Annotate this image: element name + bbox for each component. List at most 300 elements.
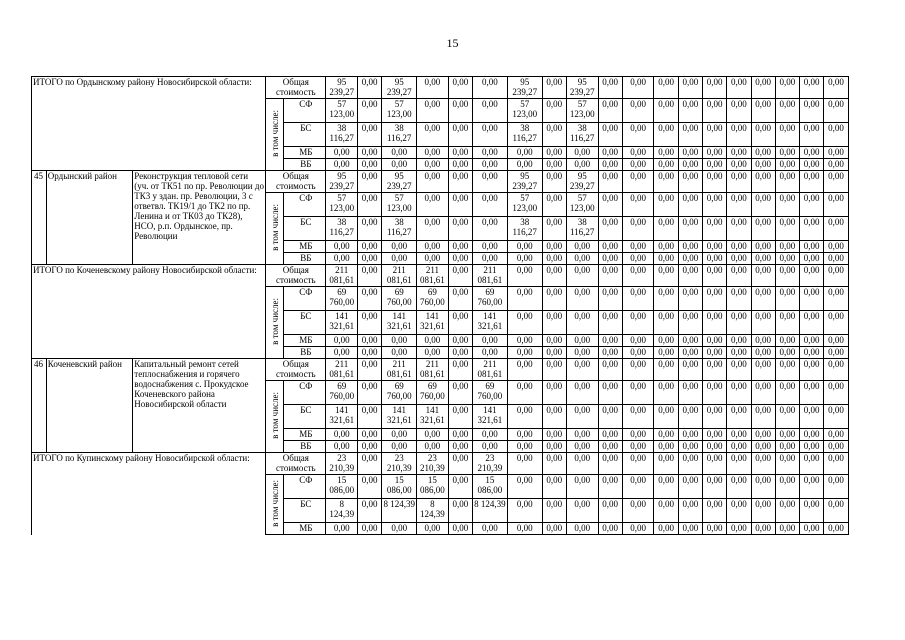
value-cell: 0,00 bbox=[507, 347, 542, 359]
value-cell: 0,00 bbox=[358, 405, 382, 429]
value-cell: 0,00 bbox=[800, 381, 824, 405]
value-cell: 0,00 bbox=[702, 287, 726, 311]
value-cell: 0,00 bbox=[542, 335, 566, 347]
value-cell: 0,00 bbox=[775, 123, 799, 147]
value-cell: 0,00 bbox=[566, 287, 598, 311]
value-cell: 0,00 bbox=[702, 347, 726, 359]
value-cell: 0,00 bbox=[824, 335, 848, 347]
value-cell: 0,00 bbox=[326, 429, 358, 441]
value-cell: 0,00 bbox=[678, 359, 702, 381]
value-cell: 0,00 bbox=[448, 499, 472, 523]
page-number: 15 bbox=[446, 36, 459, 50]
value-cell: 0,00 bbox=[473, 429, 508, 441]
value-cell: 0,00 bbox=[727, 123, 751, 147]
value-cell: 0,00 bbox=[598, 265, 622, 287]
value-cell: 0,00 bbox=[678, 171, 702, 193]
value-cell: 0,00 bbox=[727, 241, 751, 253]
value-cell: 0,00 bbox=[678, 77, 702, 99]
value-cell: 0,00 bbox=[678, 523, 702, 535]
value-cell: 0,00 bbox=[417, 523, 449, 535]
value-cell: 0,00 bbox=[654, 193, 678, 217]
funding-source-code: БС bbox=[284, 405, 326, 429]
value-cell: 0,00 bbox=[654, 359, 678, 381]
value-cell: 0,00 bbox=[448, 217, 472, 241]
value-cell: 211 081,61 bbox=[382, 359, 417, 381]
including-text: в том числе: bbox=[269, 204, 280, 251]
value-cell: 0,00 bbox=[800, 441, 824, 453]
value-cell: 0,00 bbox=[382, 441, 417, 453]
value-cell: 0,00 bbox=[824, 429, 848, 441]
value-cell: 0,00 bbox=[507, 441, 542, 453]
value-cell: 0,00 bbox=[800, 405, 824, 429]
value-cell: 0,00 bbox=[751, 217, 775, 241]
value-cell: 0,00 bbox=[622, 77, 654, 99]
including-text: в том числе: bbox=[269, 110, 280, 157]
value-cell: 0,00 bbox=[417, 159, 449, 171]
value-cell: 0,00 bbox=[702, 441, 726, 453]
value-cell: 0,00 bbox=[800, 311, 824, 335]
value-cell: 0,00 bbox=[824, 523, 848, 535]
budget-table-container bbox=[31, 76, 873, 535]
value-cell: 0,00 bbox=[678, 265, 702, 287]
value-cell: 0,00 bbox=[824, 287, 848, 311]
value-cell: 0,00 bbox=[598, 523, 622, 535]
including-text: в том числе: bbox=[269, 298, 280, 345]
value-cell: 0,00 bbox=[622, 217, 654, 241]
value-cell: 0,00 bbox=[622, 405, 654, 429]
value-cell: 0,00 bbox=[702, 335, 726, 347]
item-description: Капитальный ремонт сетей теплоснабжения и горячего водоснабжения с. Прокудское Коченевского района Новосибирской области bbox=[133, 359, 266, 453]
value-cell: 0,00 bbox=[622, 499, 654, 523]
value-cell: 0,00 bbox=[678, 147, 702, 159]
value-cell: 0,00 bbox=[800, 347, 824, 359]
value-cell: 0,00 bbox=[622, 429, 654, 441]
value-cell: 0,00 bbox=[448, 475, 472, 499]
value-cell: 0,00 bbox=[417, 77, 449, 99]
value-cell: 0,00 bbox=[678, 287, 702, 311]
value-cell: 0,00 bbox=[824, 147, 848, 159]
value-cell: 0,00 bbox=[598, 287, 622, 311]
funding-source-label: Общая стоимость bbox=[266, 77, 326, 99]
value-cell: 0,00 bbox=[417, 253, 449, 265]
value-cell: 0,00 bbox=[448, 77, 472, 99]
value-cell: 141 321,61 bbox=[473, 311, 508, 335]
value-cell: 0,00 bbox=[448, 523, 472, 535]
value-cell: 141 321,61 bbox=[417, 311, 449, 335]
value-cell: 0,00 bbox=[702, 499, 726, 523]
value-cell: 0,00 bbox=[751, 359, 775, 381]
value-cell: 0,00 bbox=[566, 441, 598, 453]
value-cell: 0,00 bbox=[358, 193, 382, 217]
value-cell: 0,00 bbox=[382, 241, 417, 253]
value-cell: 0,00 bbox=[358, 453, 382, 475]
value-cell: 0,00 bbox=[654, 381, 678, 405]
value-cell: 0,00 bbox=[727, 159, 751, 171]
value-cell: 0,00 bbox=[507, 405, 542, 429]
value-cell: 0,00 bbox=[542, 311, 566, 335]
value-cell: 0,00 bbox=[507, 335, 542, 347]
value-cell: 0,00 bbox=[448, 241, 472, 253]
value-cell: 0,00 bbox=[358, 347, 382, 359]
value-cell: 0,00 bbox=[751, 159, 775, 171]
value-cell: 57 123,00 bbox=[326, 99, 358, 123]
value-cell: 211 081,61 bbox=[326, 359, 358, 381]
value-cell: 0,00 bbox=[358, 429, 382, 441]
including-text: в том числе: bbox=[269, 480, 280, 527]
value-cell: 0,00 bbox=[542, 241, 566, 253]
item-description: Реконструкция тепловой сети (уч. от ТК51 по пр. Революции до ТК3 у здан. пр. Революции, 3 с ответвл. ТК19/1 до ТК2 по пр. Ленина и от ТК03 до ТК28), НСО, р.п. Ордынское, пр. Революции bbox=[133, 171, 266, 265]
value-cell: 0,00 bbox=[417, 123, 449, 147]
value-cell: 0,00 bbox=[507, 287, 542, 311]
value-cell: 0,00 bbox=[358, 171, 382, 193]
value-cell: 0,00 bbox=[417, 441, 449, 453]
value-cell: 0,00 bbox=[678, 405, 702, 429]
value-cell: 0,00 bbox=[417, 347, 449, 359]
funding-source-code: СФ bbox=[284, 193, 326, 217]
value-cell: 0,00 bbox=[775, 99, 799, 123]
funding-source-code: БС bbox=[284, 123, 326, 147]
value-cell: 0,00 bbox=[727, 523, 751, 535]
value-cell: 0,00 bbox=[654, 99, 678, 123]
value-cell: 69 760,00 bbox=[417, 381, 449, 405]
value-cell: 0,00 bbox=[622, 381, 654, 405]
value-cell: 141 321,61 bbox=[417, 405, 449, 429]
including-vertical-label bbox=[266, 475, 284, 535]
value-cell: 0,00 bbox=[542, 253, 566, 265]
value-cell: 0,00 bbox=[751, 99, 775, 123]
value-cell: 0,00 bbox=[751, 523, 775, 535]
value-cell: 0,00 bbox=[751, 335, 775, 347]
value-cell: 38 116,27 bbox=[507, 123, 542, 147]
value-cell: 0,00 bbox=[775, 335, 799, 347]
value-cell: 0,00 bbox=[542, 405, 566, 429]
value-cell: 0,00 bbox=[702, 475, 726, 499]
value-cell: 0,00 bbox=[598, 147, 622, 159]
value-cell: 0,00 bbox=[751, 265, 775, 287]
value-cell: 0,00 bbox=[417, 217, 449, 241]
value-cell: 0,00 bbox=[751, 253, 775, 265]
value-cell: 69 760,00 bbox=[326, 287, 358, 311]
value-cell: 211 081,61 bbox=[473, 265, 508, 287]
item-number: 46 bbox=[32, 359, 47, 453]
value-cell: 69 760,00 bbox=[473, 287, 508, 311]
value-cell: 0,00 bbox=[448, 347, 472, 359]
value-cell: 0,00 bbox=[598, 159, 622, 171]
value-cell: 38 116,27 bbox=[382, 123, 417, 147]
value-cell: 0,00 bbox=[824, 405, 848, 429]
value-cell: 0,00 bbox=[678, 499, 702, 523]
value-cell: 0,00 bbox=[824, 359, 848, 381]
value-cell: 69 760,00 bbox=[417, 287, 449, 311]
value-cell: 0,00 bbox=[654, 77, 678, 99]
value-cell: 0,00 bbox=[775, 523, 799, 535]
value-cell: 0,00 bbox=[800, 523, 824, 535]
value-cell: 0,00 bbox=[542, 287, 566, 311]
value-cell: 0,00 bbox=[358, 265, 382, 287]
value-cell: 0,00 bbox=[507, 475, 542, 499]
value-cell: 0,00 bbox=[702, 77, 726, 99]
funding-source-code: МБ bbox=[284, 523, 326, 535]
value-cell: 0,00 bbox=[326, 523, 358, 535]
value-cell: 0,00 bbox=[751, 77, 775, 99]
value-cell: 0,00 bbox=[566, 405, 598, 429]
value-cell: 0,00 bbox=[727, 147, 751, 159]
value-cell: 0,00 bbox=[654, 253, 678, 265]
funding-source-label: Общая стоимость bbox=[266, 453, 326, 475]
value-cell: 0,00 bbox=[622, 475, 654, 499]
funding-source-code: БС bbox=[284, 499, 326, 523]
value-cell: 0,00 bbox=[654, 287, 678, 311]
value-cell: 38 116,27 bbox=[566, 123, 598, 147]
value-cell: 0,00 bbox=[507, 253, 542, 265]
value-cell: 0,00 bbox=[775, 441, 799, 453]
value-cell: 0,00 bbox=[702, 171, 726, 193]
value-cell: 0,00 bbox=[751, 347, 775, 359]
value-cell: 0,00 bbox=[358, 123, 382, 147]
value-cell: 0,00 bbox=[751, 429, 775, 441]
value-cell: 0,00 bbox=[678, 253, 702, 265]
value-cell: 0,00 bbox=[566, 359, 598, 381]
value-cell: 0,00 bbox=[775, 347, 799, 359]
value-cell: 0,00 bbox=[727, 287, 751, 311]
value-cell: 0,00 bbox=[417, 99, 449, 123]
value-cell: 0,00 bbox=[622, 359, 654, 381]
value-cell: 0,00 bbox=[775, 193, 799, 217]
funding-source-code: МБ bbox=[284, 147, 326, 159]
value-cell: 15 086,00 bbox=[417, 475, 449, 499]
value-cell: 0,00 bbox=[417, 335, 449, 347]
value-cell: 0,00 bbox=[727, 193, 751, 217]
value-cell: 0,00 bbox=[622, 311, 654, 335]
value-cell: 0,00 bbox=[824, 159, 848, 171]
funding-source-code: МБ bbox=[284, 241, 326, 253]
value-cell: 0,00 bbox=[702, 123, 726, 147]
value-cell: 0,00 bbox=[824, 475, 848, 499]
value-cell: 0,00 bbox=[358, 335, 382, 347]
value-cell: 0,00 bbox=[448, 193, 472, 217]
value-cell: 23 210,39 bbox=[382, 453, 417, 475]
value-cell: 0,00 bbox=[727, 405, 751, 429]
value-cell: 95 239,27 bbox=[382, 171, 417, 193]
value-cell: 0,00 bbox=[622, 147, 654, 159]
value-cell: 0,00 bbox=[542, 193, 566, 217]
value-cell: 0,00 bbox=[800, 359, 824, 381]
value-cell: 0,00 bbox=[448, 287, 472, 311]
value-cell: 0,00 bbox=[473, 171, 508, 193]
value-cell: 23 210,39 bbox=[326, 453, 358, 475]
value-cell: 0,00 bbox=[800, 147, 824, 159]
value-cell: 0,00 bbox=[507, 429, 542, 441]
value-cell: 0,00 bbox=[448, 311, 472, 335]
value-cell: 0,00 bbox=[775, 217, 799, 241]
value-cell: 0,00 bbox=[566, 159, 598, 171]
value-cell: 0,00 bbox=[473, 147, 508, 159]
district-total-title: ИТОГО по Купинскому району Новосибирской области: bbox=[32, 453, 266, 535]
value-cell: 0,00 bbox=[824, 311, 848, 335]
value-cell: 0,00 bbox=[727, 171, 751, 193]
value-cell: 0,00 bbox=[473, 217, 508, 241]
value-cell: 69 760,00 bbox=[382, 287, 417, 311]
value-cell: 0,00 bbox=[448, 453, 472, 475]
value-cell: 57 123,00 bbox=[382, 99, 417, 123]
value-cell: 0,00 bbox=[727, 381, 751, 405]
value-cell: 0,00 bbox=[598, 335, 622, 347]
value-cell: 0,00 bbox=[598, 171, 622, 193]
value-cell: 0,00 bbox=[507, 147, 542, 159]
value-cell: 8 124,39 bbox=[326, 499, 358, 523]
funding-source-code: ВБ bbox=[284, 347, 326, 359]
value-cell: 0,00 bbox=[326, 441, 358, 453]
value-cell: 0,00 bbox=[824, 253, 848, 265]
value-cell: 0,00 bbox=[566, 241, 598, 253]
value-cell: 0,00 bbox=[566, 429, 598, 441]
value-cell: 0,00 bbox=[654, 265, 678, 287]
value-cell: 0,00 bbox=[326, 335, 358, 347]
value-cell: 0,00 bbox=[358, 99, 382, 123]
value-cell: 0,00 bbox=[542, 359, 566, 381]
value-cell: 0,00 bbox=[448, 99, 472, 123]
value-cell: 0,00 bbox=[800, 193, 824, 217]
including-vertical-label bbox=[266, 193, 284, 265]
value-cell: 0,00 bbox=[702, 405, 726, 429]
value-cell: 0,00 bbox=[751, 381, 775, 405]
value-cell: 0,00 bbox=[507, 381, 542, 405]
value-cell: 0,00 bbox=[678, 381, 702, 405]
value-cell: 0,00 bbox=[775, 453, 799, 475]
value-cell: 0,00 bbox=[448, 441, 472, 453]
value-cell: 0,00 bbox=[598, 241, 622, 253]
value-cell: 15 086,00 bbox=[473, 475, 508, 499]
item-district: Коченевский район bbox=[46, 359, 133, 453]
value-cell: 211 081,61 bbox=[473, 359, 508, 381]
value-cell: 0,00 bbox=[775, 265, 799, 287]
value-cell: 0,00 bbox=[358, 499, 382, 523]
value-cell: 0,00 bbox=[566, 253, 598, 265]
table-row bbox=[32, 265, 873, 287]
value-cell: 38 116,27 bbox=[326, 217, 358, 241]
value-cell: 0,00 bbox=[654, 475, 678, 499]
value-cell: 0,00 bbox=[507, 523, 542, 535]
value-cell: 0,00 bbox=[598, 77, 622, 99]
item-district: Ордынский район bbox=[46, 171, 133, 265]
value-cell: 38 116,27 bbox=[566, 217, 598, 241]
value-cell: 0,00 bbox=[800, 253, 824, 265]
value-cell: 0,00 bbox=[507, 453, 542, 475]
value-cell: 0,00 bbox=[654, 147, 678, 159]
value-cell: 0,00 bbox=[678, 123, 702, 147]
value-cell: 0,00 bbox=[566, 347, 598, 359]
value-cell: 0,00 bbox=[824, 171, 848, 193]
value-cell: 0,00 bbox=[598, 359, 622, 381]
value-cell: 0,00 bbox=[751, 147, 775, 159]
value-cell: 95 239,27 bbox=[507, 171, 542, 193]
value-cell: 38 116,27 bbox=[507, 217, 542, 241]
value-cell: 0,00 bbox=[566, 381, 598, 405]
value-cell: 0,00 bbox=[622, 193, 654, 217]
value-cell: 0,00 bbox=[542, 171, 566, 193]
value-cell: 0,00 bbox=[775, 241, 799, 253]
value-cell: 0,00 bbox=[654, 159, 678, 171]
value-cell: 0,00 bbox=[417, 147, 449, 159]
value-cell: 0,00 bbox=[566, 311, 598, 335]
value-cell: 0,00 bbox=[448, 265, 472, 287]
value-cell: 141 321,61 bbox=[382, 311, 417, 335]
value-cell: 57 123,00 bbox=[507, 193, 542, 217]
value-cell: 0,00 bbox=[326, 159, 358, 171]
value-cell: 0,00 bbox=[622, 123, 654, 147]
value-cell: 0,00 bbox=[473, 441, 508, 453]
value-cell: 0,00 bbox=[507, 499, 542, 523]
value-cell: 0,00 bbox=[727, 429, 751, 441]
value-cell: 0,00 bbox=[507, 159, 542, 171]
value-cell: 211 081,61 bbox=[417, 265, 449, 287]
value-cell: 0,00 bbox=[622, 523, 654, 535]
value-cell: 69 760,00 bbox=[382, 381, 417, 405]
value-cell: 0,00 bbox=[542, 147, 566, 159]
value-cell: 0,00 bbox=[542, 523, 566, 535]
value-cell: 0,00 bbox=[473, 77, 508, 99]
value-cell: 95 239,27 bbox=[382, 77, 417, 99]
value-cell: 0,00 bbox=[824, 499, 848, 523]
value-cell: 0,00 bbox=[654, 453, 678, 475]
value-cell: 0,00 bbox=[448, 171, 472, 193]
value-cell: 141 321,61 bbox=[326, 405, 358, 429]
value-cell: 0,00 bbox=[751, 287, 775, 311]
value-cell: 0,00 bbox=[824, 99, 848, 123]
value-cell: 0,00 bbox=[622, 347, 654, 359]
value-cell: 0,00 bbox=[542, 77, 566, 99]
value-cell: 0,00 bbox=[702, 159, 726, 171]
funding-source-code: МБ bbox=[284, 335, 326, 347]
value-cell: 57 123,00 bbox=[507, 99, 542, 123]
value-cell: 0,00 bbox=[598, 311, 622, 335]
value-cell: 38 116,27 bbox=[382, 217, 417, 241]
value-cell: 95 239,27 bbox=[566, 77, 598, 99]
value-cell: 57 123,00 bbox=[566, 193, 598, 217]
value-cell: 0,00 bbox=[678, 347, 702, 359]
value-cell: 0,00 bbox=[622, 253, 654, 265]
value-cell: 0,00 bbox=[702, 311, 726, 335]
value-cell: 0,00 bbox=[824, 123, 848, 147]
value-cell: 0,00 bbox=[566, 453, 598, 475]
value-cell: 0,00 bbox=[622, 99, 654, 123]
value-cell: 8 124,39 bbox=[417, 499, 449, 523]
value-cell: 8 124,39 bbox=[382, 499, 417, 523]
value-cell: 0,00 bbox=[542, 475, 566, 499]
table-row bbox=[32, 359, 873, 381]
value-cell: 0,00 bbox=[727, 77, 751, 99]
value-cell: 0,00 bbox=[678, 453, 702, 475]
value-cell: 0,00 bbox=[448, 429, 472, 441]
value-cell: 0,00 bbox=[800, 453, 824, 475]
value-cell: 0,00 bbox=[654, 441, 678, 453]
value-cell: 0,00 bbox=[702, 381, 726, 405]
value-cell: 0,00 bbox=[727, 311, 751, 335]
value-cell: 0,00 bbox=[702, 241, 726, 253]
value-cell: 0,00 bbox=[727, 335, 751, 347]
value-cell: 0,00 bbox=[417, 193, 449, 217]
value-cell: 0,00 bbox=[622, 159, 654, 171]
value-cell: 0,00 bbox=[473, 99, 508, 123]
value-cell: 0,00 bbox=[800, 265, 824, 287]
value-cell: 0,00 bbox=[654, 311, 678, 335]
value-cell: 0,00 bbox=[598, 217, 622, 241]
value-cell: 0,00 bbox=[775, 171, 799, 193]
value-cell: 0,00 bbox=[727, 441, 751, 453]
value-cell: 0,00 bbox=[702, 147, 726, 159]
including-vertical-label bbox=[266, 99, 284, 171]
funding-source-code: МБ bbox=[284, 429, 326, 441]
